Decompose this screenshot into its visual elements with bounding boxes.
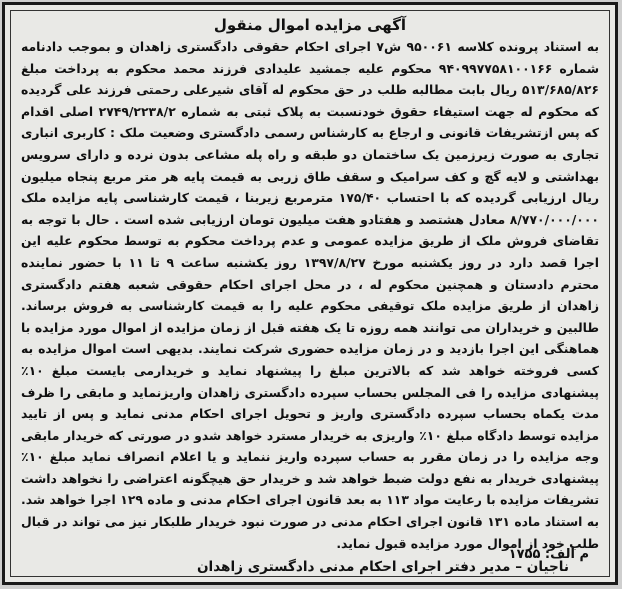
notice-signature: ناجیان – مدیر دفتر اجرای احکام مدنی دادگستری زاهدان: [196, 559, 569, 576]
notice-inner-frame: [10, 10, 610, 577]
notice-body: به استناد پرونده کلاسه ۹۵۰۰۶۱ ش۷ اجرای احکام حقوقی دادگستری زاهدان و بموجب دادنامه شماره ۹۴۰۹۹۷۷۵۸۱۰۰۱۶۶ محکوم علیه جمشید علیدادی فرزند محمد محکوم به پرداخت مبلغ ۵۱۳/۶۸۵/۸۲۶ ریال بابت مطالبه طلب در حق محکوم له آقای شیرعلی رحمتی فرزند علی گردیده که محکوم له جهت استیفاء حقوق خودنسبت به پلاک ثبتی به شماره ۲۷۴۹/۲۲۳۸/۲ اصلی اقدام که پس ازتشریفات قانونی و ارجاع به کارشناس رسمی دادگستری وضعیت ملک : کاربری انباری تجاری به صورت زیرزمین یک ساختمان دو طبقه و راه پله مشاعی بدون نرده و دارای سرویس بهداشتی و لایه گچ و کف سرامیک و سقف طاق زربی به قیمت پایه هر متر مربع پنجاه میلیون ریال ارزیابی گردیده که با احتساب ۱۷۵/۴۰ مترمربع زیربنا ، قیمت کارشناسی پایه مزایده ملک ۸/۷۷۰/۰۰۰/۰۰۰ معادل هشتصد و هفتادو هفت میلیون تومان ارزیابی شده است . حال با توجه به تقاضای فروش ملک از طریق مزایده عمومی و عدم پرداخت محکوم به توسط محکوم علیه این اجرا قصد دارد در روز یکشنبه مورخ ۱۳۹۷/۸/۲۷ روز یکشنبه ساعت ۹ تا ۱۱ با حضور نماینده محترم دادستان و همچنین محکوم له ، در محل اجرای احکام حقوقی شعبه هفتم دادگستری زاهدان از طریق مزایده ملک توقیفی محکوم علیه را به قیمت کارشناسی به فروش برساند. طالبین و خریداران می توانند همه روزه تا یک هفته قبل از زمان مزایده از اموال مورد مزایده با هماهنگی این اجرا بازدید و در زمان مزایده حضوری شرکت نمایند. بدیهی است اموال مزایده به کسی فروخته خواهد شد که بالاترین مبلغ را پیشنهاد نماید و خریدارمی بایست مبلغ ۱۰٪ پیشنهادی مزایده را فی المجلس بحساب سپرده دادگستری زاهدان واریزنماید و مابقی را ظرف مدت یکماه بحساب سپرده دادگستری واریز و تحویل اجرای احکام مدنی نماید و پس از تایید مزایده توسط دادگاه مبلغ ۱۰٪ واریزی به خریدار مسترد خواهد شدو در صورتی که خریدار مابقی وجه مزایده را در زمان مقرر به حساب سپرده واریز ننماید و یا اعلام انصراف نماید مبلغ ۱۰٪ پیشنهادی خریدار به نفع دولت ضبط خواهد شد و خریدار حق هیچگونه اعتراضی را نخواهد داشت تشریفات مزایده با رعایت مواد ۱۱۳ به بعد قانون اجرای احکام مدنی و ماده ۱۲۹ اجرا خواهد شد. به استناد ماده ۱۳۱ قانون اجرای احکام مدنی در صورت نبود خریدار طلبکار نیز می تواند در قبال طلب خود از اموال مورد مزایده قبول نماید.: [21, 39, 599, 551]
ad-number: م الف: ۱۷۵۵: [508, 547, 589, 562]
notice-title: آگهی مزایده اموال منقول: [213, 16, 407, 34]
notice-frame: [2, 2, 618, 585]
